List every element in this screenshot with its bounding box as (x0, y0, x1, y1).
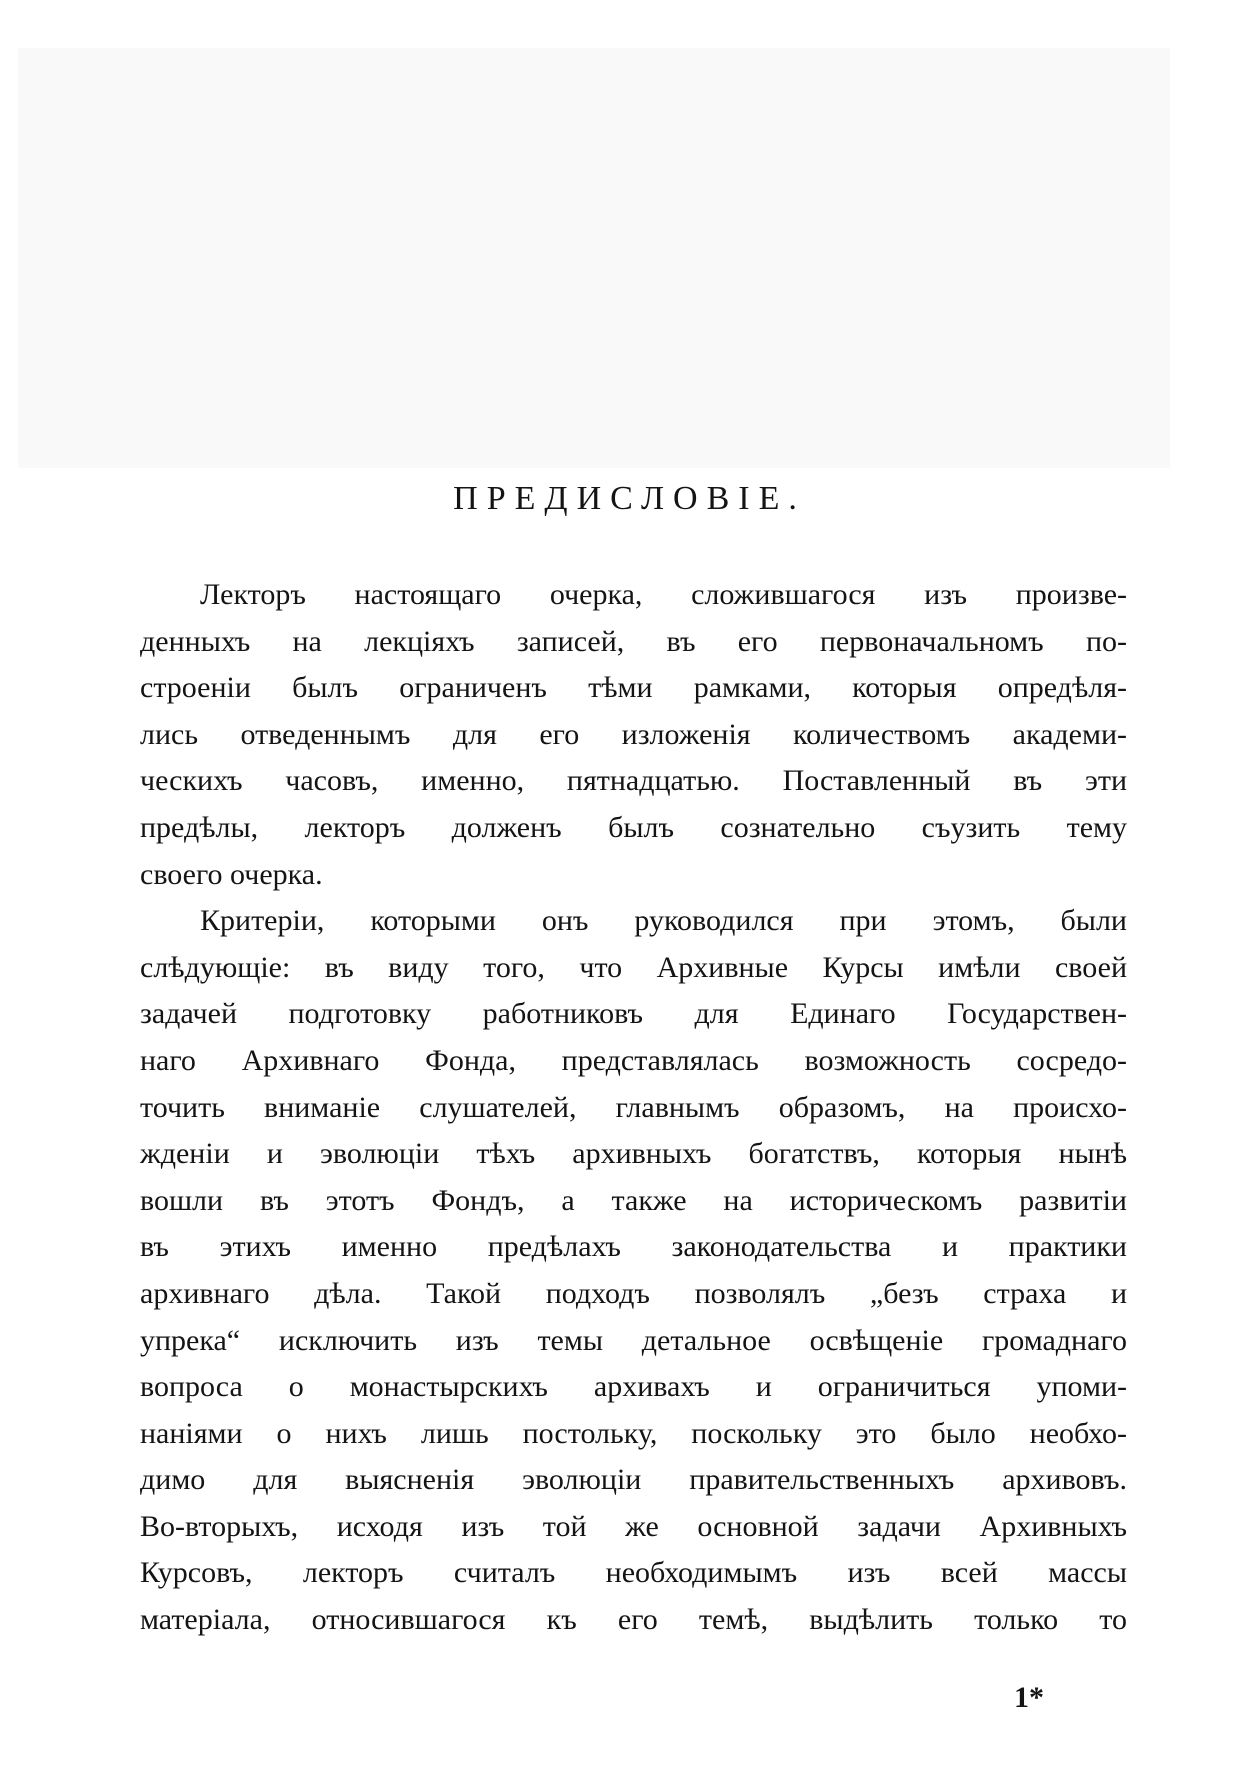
text-line: въ этихъ именно предѣлахъ законодательства и практики (140, 1230, 1127, 1264)
text-line: строеніи былъ ограниченъ тѣми рамками, которыя опредѣля- (140, 671, 1127, 705)
text-line: димо для выясненія эволюціи правительственныхъ архивовъ. (140, 1463, 1127, 1497)
scan-background-shade (18, 48, 1170, 468)
text-line: Критеріи, которыми онъ руководился при этомъ, были (200, 904, 1127, 938)
text-line: наго Архивнаго Фонда, представлялась возможность сосредо- (140, 1043, 1127, 1077)
text-line: жденіи и эволюціи тѣхъ архивныхъ богатствъ, которыя нынѣ (140, 1137, 1127, 1171)
text-line: своего очерка. (140, 857, 323, 891)
text-line: предѣлы, лекторъ долженъ былъ сознательно съузить тему (140, 810, 1127, 844)
text-line: матеріала, относившагося къ его темѣ, выдѣлить только то (140, 1603, 1127, 1637)
text-line: вопроса о монастырскихъ архивахъ и ограничиться упоми- (140, 1370, 1127, 1404)
text-line: вошли въ этотъ Фондъ, а также на историческомъ развитіи (140, 1183, 1127, 1217)
body-text (140, 572, 1127, 1644)
page-title: ПРЕДИСЛОВІЕ. (453, 480, 806, 517)
text-line: ческихъ часовъ, именно, пятнадцатью. Поставленный въ эти (140, 764, 1127, 798)
text-line: слѣдующіе: въ виду того, что Архивные Курсы имѣли своей (140, 950, 1127, 984)
text-line: архивнаго дѣла. Такой подходъ позволялъ „безъ страха и (140, 1276, 1127, 1310)
text-line: точить вниманіе слушателей, главнымъ образомъ, на происхо- (140, 1090, 1127, 1124)
text-line: упрека“ исключить изъ темы детальное освѣщеніе громаднаго (140, 1323, 1127, 1357)
text-line: Лекторъ настоящаго очерка, сложившагося изъ произве- (200, 578, 1127, 611)
text-line: задачей подготовку работниковъ для Единаго Государствен- (140, 997, 1127, 1031)
text-line: наніями о нихъ лишь постольку, поскольку это было необхо- (140, 1416, 1127, 1450)
page-number: 1* (1014, 1681, 1044, 1714)
text-line: лись отведеннымъ для его изложенія количествомъ академи- (140, 717, 1127, 751)
text-line: Курсовъ, лекторъ считалъ необходимымъ изъ всей массы (140, 1556, 1127, 1590)
text-line: Во-вторыхъ, исходя изъ той же основной задачи Архивныхъ (140, 1509, 1127, 1543)
text-line: денныхъ на лекціяхъ записей, въ его первоначальномъ по- (140, 624, 1127, 658)
